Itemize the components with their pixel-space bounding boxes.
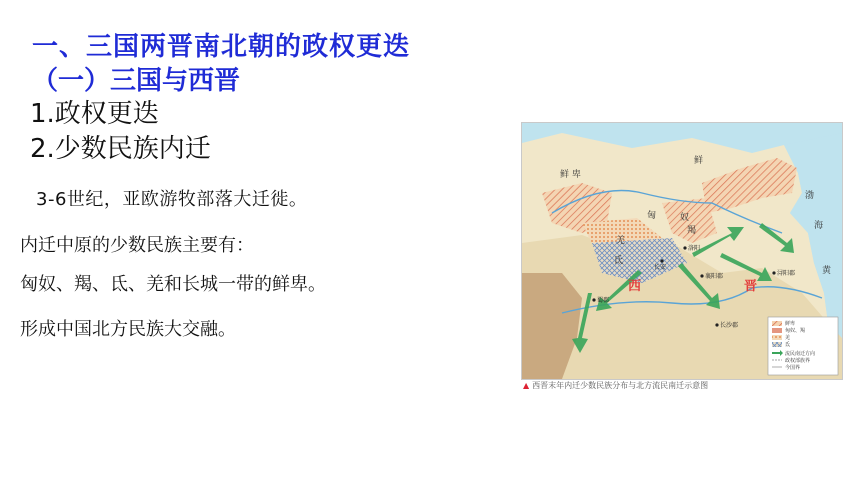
map-label-di: 氐 [614, 256, 624, 266]
legend-xianbei: 鲜卑 [785, 321, 796, 327]
map-caption [523, 380, 708, 391]
map-label-xianbei-top: 鲜 [694, 156, 704, 166]
caption-triangle-icon: ▲ [523, 381, 530, 390]
map-label-qiang: 羌 [616, 236, 626, 246]
map-label-jie: 羯 [687, 226, 697, 236]
legend-migration-direction: 流民南迁方向 [785, 351, 816, 357]
map-label-huang: 黄 [822, 266, 832, 276]
map-label-xi: 西 [628, 279, 642, 294]
map-label-bohai: 渤 [805, 191, 815, 201]
map-caption-text: 西晋末年内迁少数民族分布与北方流民南迁示意图 [532, 381, 709, 390]
section-title: 一、三国两晋南北朝的政权更迭 [32, 32, 411, 62]
historical-map [521, 122, 843, 380]
map-city-changsha: 长沙郡 [720, 322, 739, 329]
map-label-nu: 奴 [680, 213, 690, 223]
map-city-xiangyang: 襄阳郡 [705, 273, 724, 280]
list-item-migration: 2.少数民族内迁 [30, 134, 211, 164]
legend-xiongnu-jie: 匈奴、羯 [785, 328, 806, 334]
map-city-changan: 长安 [654, 264, 667, 271]
map-label-hai: 海 [814, 221, 824, 231]
body-line-migration-era: 3-6世纪，亚欧游牧部落大迁徙。 [36, 189, 308, 210]
map-city-luoyang: 洛阳 [688, 245, 701, 252]
map-graphic [522, 123, 842, 379]
legend-regime-boundary: 政权部族界 [785, 358, 811, 364]
map-city-shu: 蜀郡 [597, 297, 610, 304]
body-line-conclusion: 形成中国北方民族大交融。 [20, 319, 236, 340]
map-label-xianbei-left: 鲜 卑 [560, 170, 581, 180]
section-subtitle: （一）三国与西晋 [32, 66, 241, 96]
map-label-jin: 晋 [744, 279, 758, 294]
legend-national-border: 今国界 [785, 365, 801, 371]
map-label-xiongnu: 匈 [647, 211, 657, 221]
map-city-xunyang: 浔阳郡 [777, 270, 796, 277]
body-line-intro: 内迁中原的少数民族主要有： [20, 235, 254, 256]
legend-qiang: 羌 [785, 335, 791, 341]
body-line-ethnic-groups: 匈奴、羯、氐、羌和长城一带的鲜卑。 [20, 274, 326, 295]
list-item-regime-change: 1.政权更迭 [30, 99, 159, 129]
legend-di: 氐 [785, 342, 791, 348]
